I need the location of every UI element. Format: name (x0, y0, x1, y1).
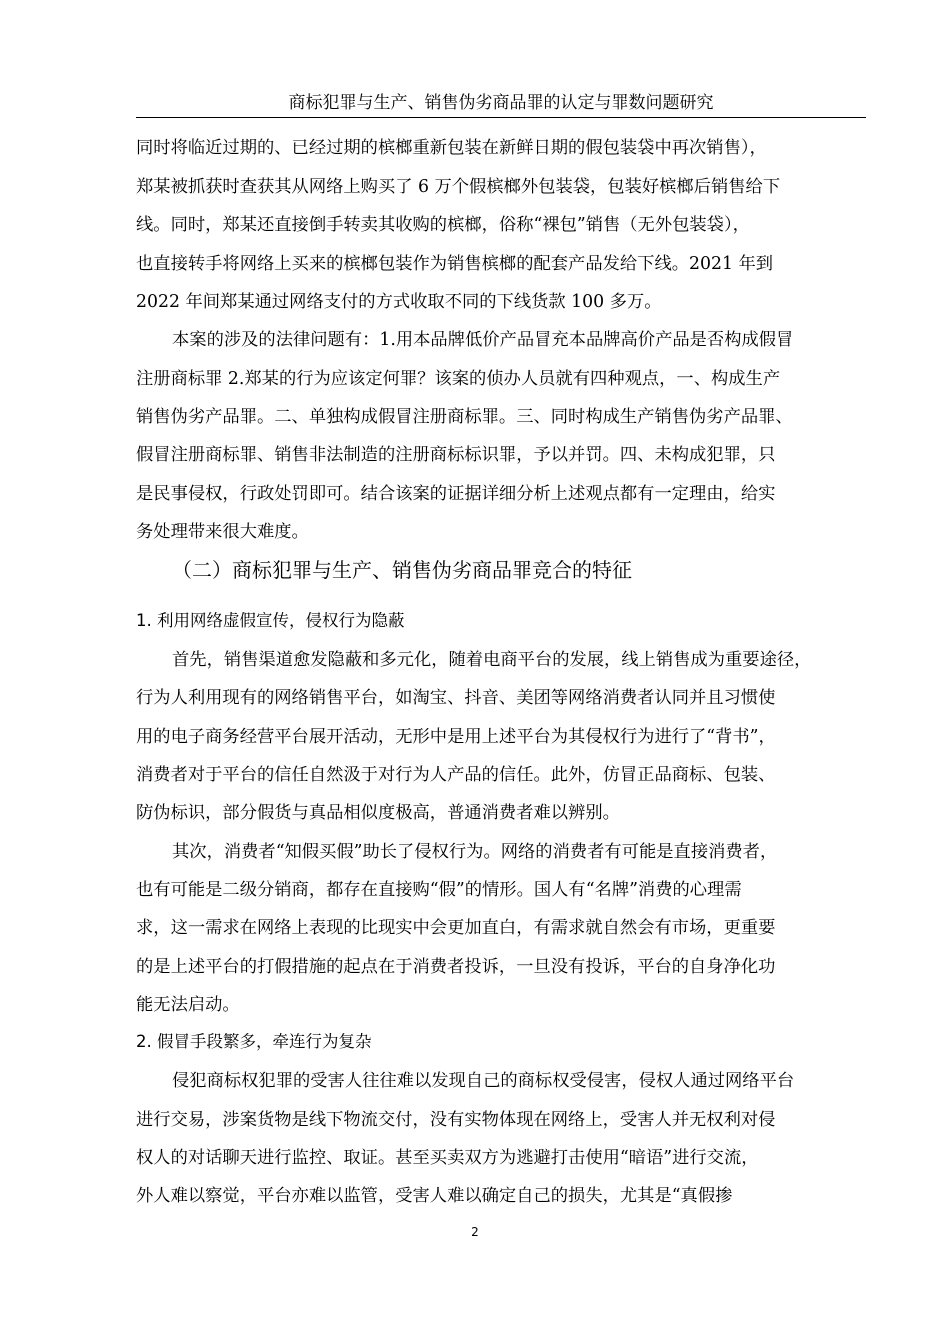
running-header-title: 商标犯罪与生产、销售伪劣商品罪的认定与罪数问题研究 (288, 93, 714, 113)
paragraph-line: 能无法启动。 (136, 995, 240, 1015)
paragraph-line: 用的电子商务经营平台展开活动，无形中是用上述平台为其侵权行为进行了“背书”， (136, 727, 776, 747)
paragraph-line: 首先，销售渠道愈发隐蔽和多元化，随着电商平台的发展，线上销售成为重要途径， (172, 650, 812, 670)
section-heading: （二）商标犯罪与生产、销售伪劣商品罪竞合的特征 (172, 558, 632, 582)
paragraph-line: 侵犯商标权犯罪的受害人往往难以发现自己的商标权受侵害，侵权人通过网络平台 (172, 1071, 795, 1091)
subheading: 1. 利用网络虚假宣传，侵权行为隐蔽 (136, 611, 405, 630)
header-rule (136, 117, 866, 118)
paragraph-line: 销售伪劣产品罪。二、单独构成假冒注册商标罪。三、同时构成生产销售伪劣产品罪、 (136, 407, 793, 427)
paragraph-line: 进行交易，涉案货物是线下物流交付，没有实物体现在网络上，受害人并无权利对侵 (136, 1110, 776, 1130)
paragraph-line: 假冒注册商标罪、销售非法制造的注册商标标识罪，予以并罚。四、未构成犯罪，只 (136, 445, 776, 465)
page-number: 2 (471, 1225, 479, 1239)
paragraph-line: 行为人利用现有的网络销售平台，如淘宝、抖音、美团等网络消费者认同并且习惯使 (136, 688, 776, 708)
paragraph-line: 务处理带来很大难度。 (136, 522, 309, 542)
paragraph-line: 求，这一需求在网络上表现的比现实中会更加直白，有需求就自然会有市场，更重要 (136, 918, 776, 938)
paragraph-line: 其次，消费者“知假买假”助长了侵权行为。网络的消费者有可能是直接消费者， (172, 842, 778, 862)
paragraph-line: 线。同时，郑某还直接倒手转卖其收购的槟榔，俗称“裸包”销售（无外包装袋）， (136, 215, 750, 235)
paragraph-line: 也直接转手将网络上买来的槟榔包装作为销售槟榔的配套产品发给下线。2021 年到 (136, 254, 774, 274)
paragraph-line: 也有可能是二级分销商，都存在直接购“假”的情形。国人有“名牌”消费的心理需 (136, 880, 742, 900)
paragraph-line: 郑某被抓获时查获其从网络上购买了 6 万个假槟榔外包装袋，包装好槟榔后销售给下 (136, 177, 781, 197)
paragraph-line: 注册商标罪 2.郑某的行为应该定何罪？该案的侦办人员就有四种观点，一、构成生产 (136, 369, 781, 389)
paragraph-line: 同时将临近过期的、已经过期的槟榔重新包装在新鲜日期的假包装袋中再次销售）， (136, 138, 767, 158)
paragraph-line: 本案的涉及的法律问题有：1.用本品牌低价产品冒充本品牌高价产品是否构成假冒 (172, 330, 794, 350)
paragraph-line: 外人难以察觉，平台亦难以监管，受害人难以确定自己的损失，尤其是“真假掺 (136, 1186, 733, 1206)
paragraph-line: 2022 年间郑某通过网络支付的方式收取不同的下线货款 100 多万。 (136, 292, 662, 312)
paragraph-line: 防伪标识，部分假货与真品相似度极高，普通消费者难以辨别。 (136, 803, 620, 823)
paragraph-line: 消费者对于平台的信任自然汲于对行为人产品的信任。此外，仿冒正品商标、包装、 (136, 765, 776, 785)
subheading: 2. 假冒手段繁多，牵连行为复杂 (136, 1032, 372, 1051)
paragraph-line: 权人的对话聊天进行监控、取证。甚至买卖双方为逃避打击使用“暗语”进行交流， (136, 1148, 759, 1168)
paragraph-line: 的是上述平台的打假措施的起点在于消费者投诉，一旦没有投诉，平台的自身净化功 (136, 957, 776, 977)
paragraph-line: 是民事侵权，行政处罚即可。结合该案的证据详细分析上述观点都有一定理由，给实 (136, 484, 776, 504)
